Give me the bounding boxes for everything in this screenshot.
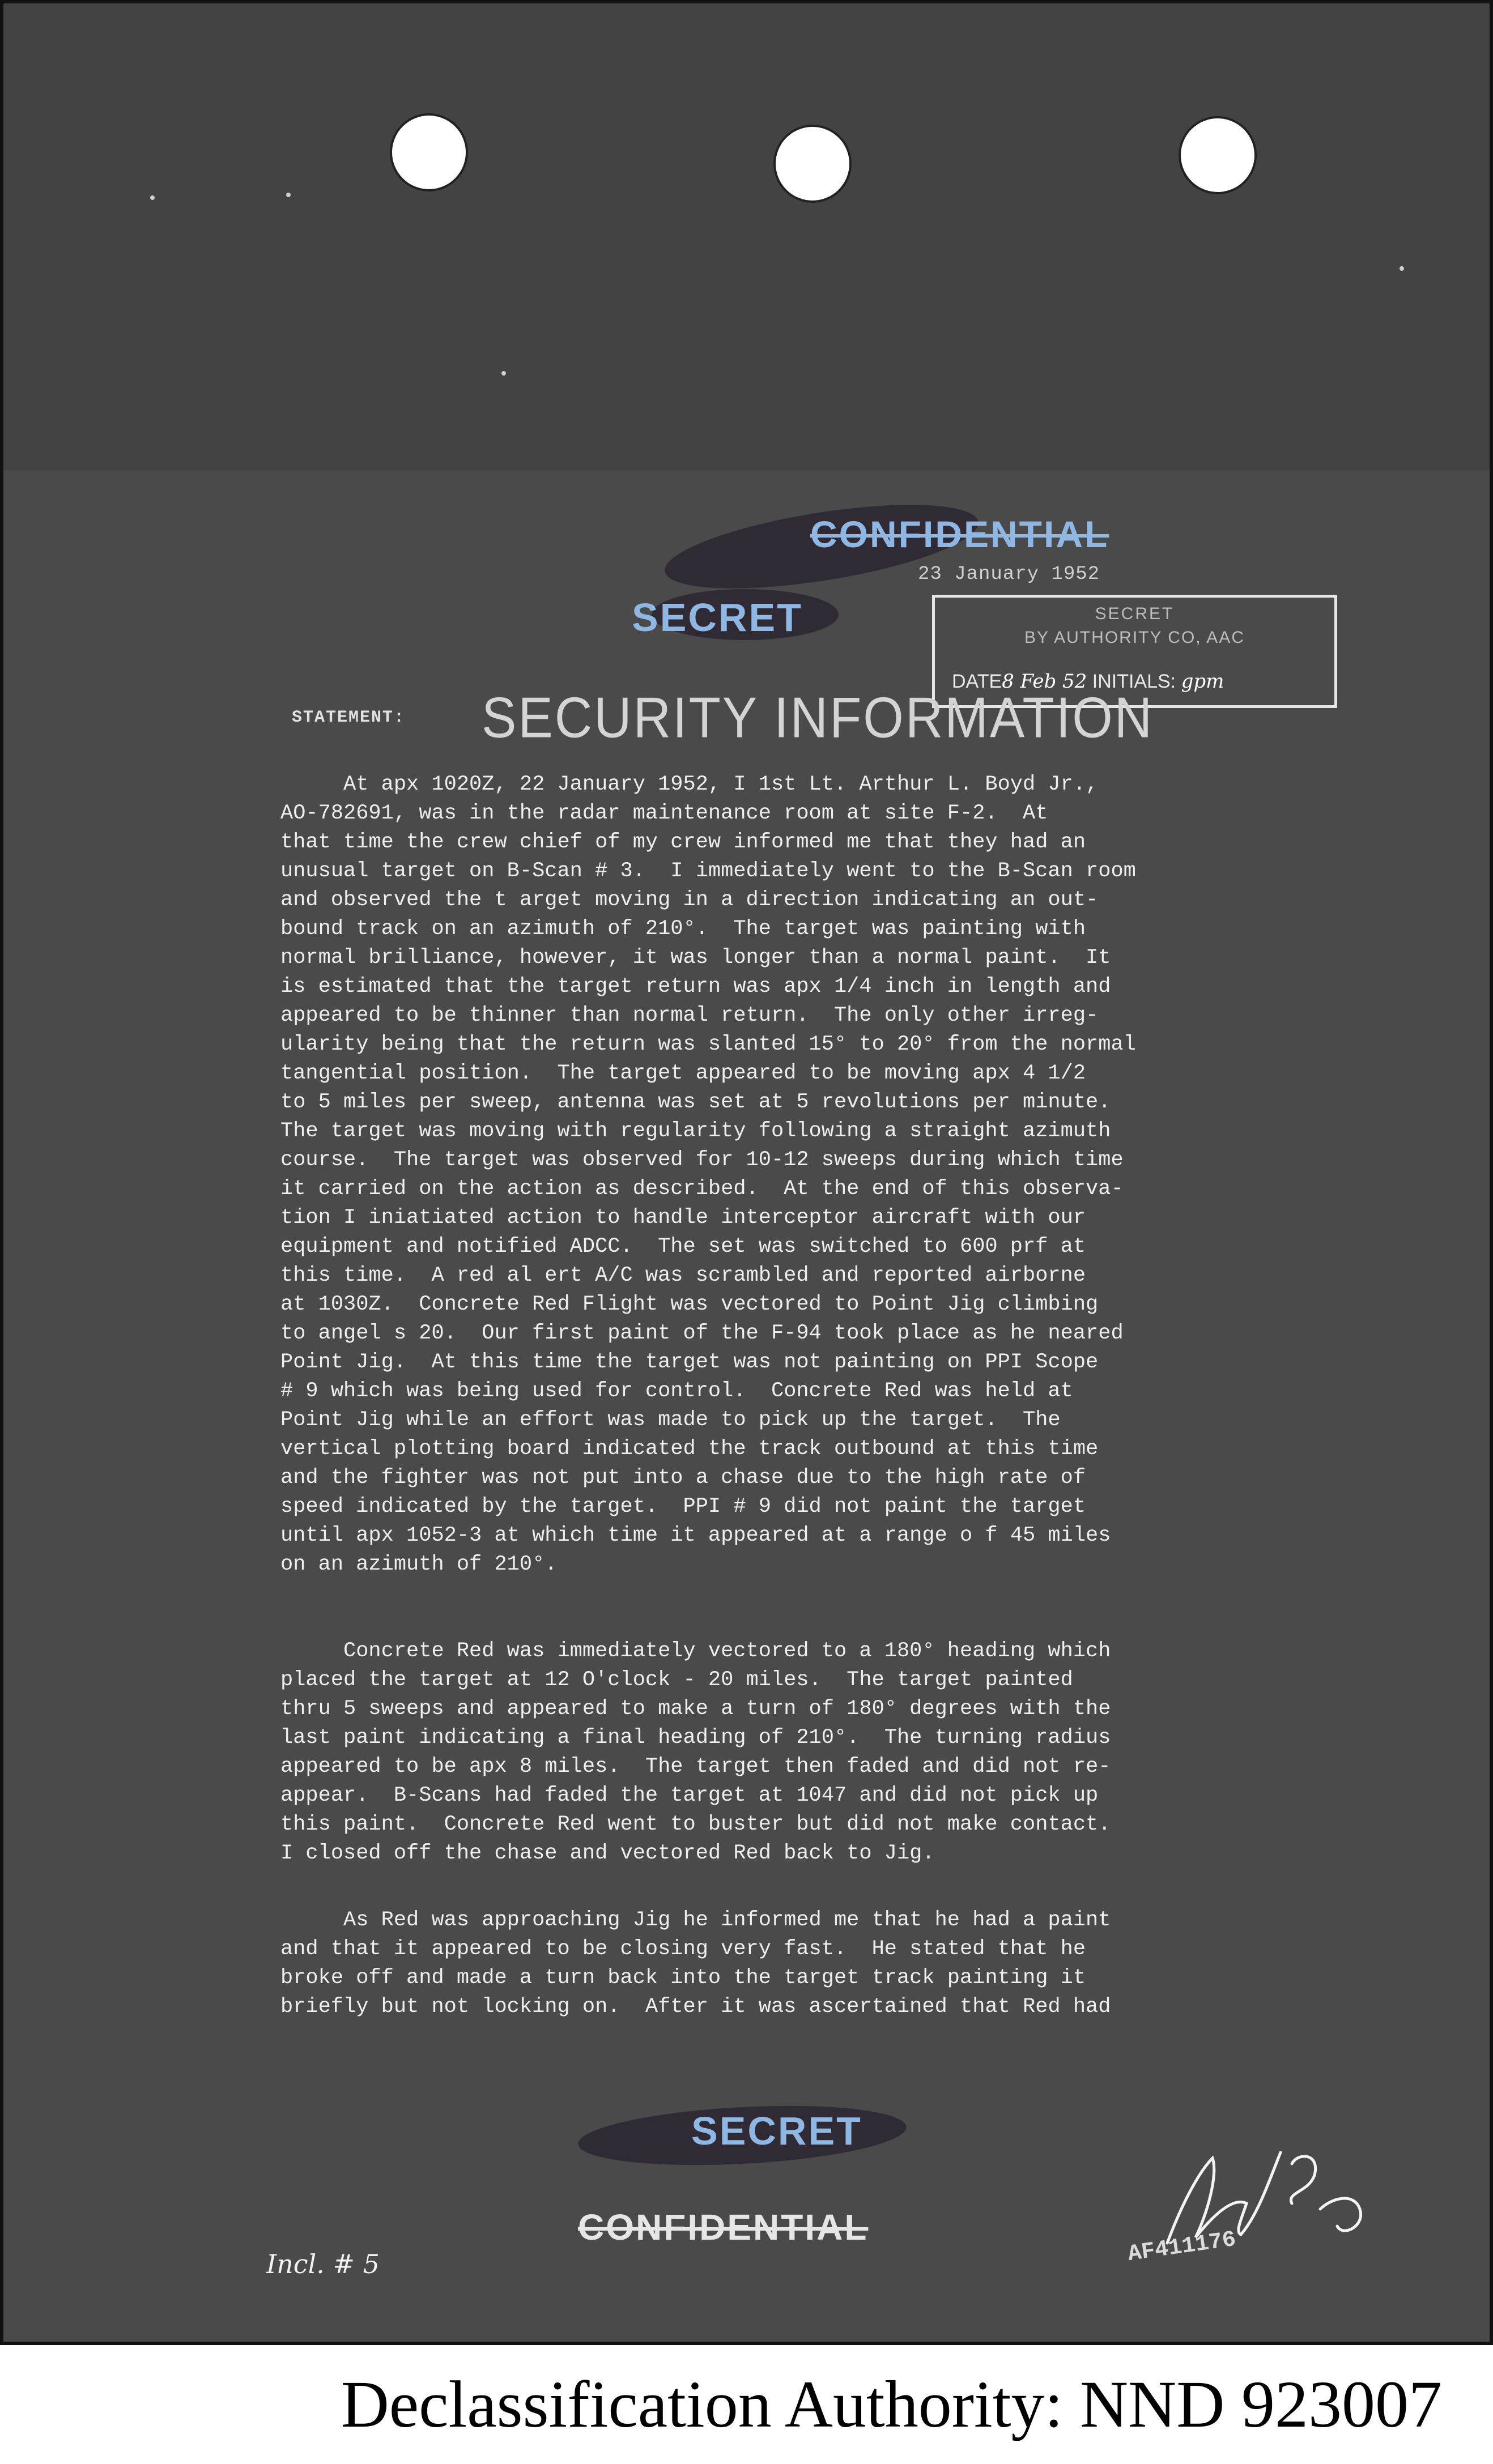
document-date: 23 January 1952 [918,564,1100,585]
auth-box-line1: SECRET [1095,604,1175,623]
auth-box-date-value: 8 Feb 52 [1002,670,1087,693]
security-information-heading: SECURITY INFORMATION [482,686,1154,750]
confidential-stamp-bottom: CONFIDENTIAL [578,2207,869,2248]
statement-paragraph-3: As Red was approaching Jig he informed me that he had a paint and that it appeared to be closing very fast. He stated that he broke off and made a turn back into the target track painting it briefly but not locking on. After it was ascertained that Red had [280,1908,1111,2019]
secret-stamp-top: SECRET [632,595,803,640]
inclosure-number: Incl. # 5 [266,2249,380,2279]
statement-paragraph-1: At apx 1020Z, 22 January 1952, I 1st Lt. Arthur L. Boyd Jr., AO-782691, was in the radar maintenance room at site F-2. At that time the crew chief of my crew informed me that they had an unusual target on B-Scan # 3. I immediately went to the B-Scan room and observed the t arget moving in a direction indicating an out- bound track on an azimuth of 210°. The target was painting with normal brilliance, however, it was longer than a normal paint. It is estimated that the target return was apx 1/4 inch in length and appeared to be thinner than normal return. The only other irreg- ularity being that the return was slanted 15° to 20° from the normal tangential position. The target appeared to be moving apx 4 1/2 to 5 miles per sweep, antenna was set at 5 revolutions per minute. The target was moving with regularity following a straight azimuth course. The target was observed for 10-12 sweeps during which time it carried on the action as described. At the end of this observa- tion I iniatiated action to handle interceptor aircraft with our equipment and notified ADCC. The set was switched to 600 prf at this time. A red al ert A/C was scrambled and reported airborne at 1030Z. Concrete Red Flight was vectored to Point Jig climbing to angel s 20. Our first paint of the F-94 took place as he neared Point Jig. At this time the target was not painting on PPI Scope # 9 which was being used for control. Concrete Red was held at Point Jig while an effort was made to pick up the target. The vertical plotting board indicated the track outbound at this time and the fighter was not put into a chase due to the high rate of speed indicated by the target. PPI # 9 did not paint the target until apx 1052-3 at which time it appeared at a range o f 45 miles on an azimuth of 210°. [280,773,1136,1576]
footer-declassification: Declassification Authority: NND 923007 [341,2367,1442,2441]
auth-box-date-label: DATE [952,671,1002,692]
statement-label: STATEMENT: [292,708,406,727]
auth-box-initials-value: gpm [1181,670,1224,693]
document-number: AF411176 [1126,2227,1238,2268]
confidential-stamp-top: CONFIDENTIAL [810,513,1109,555]
auth-box-line2: BY AUTHORITY CO, AAC [1024,628,1245,647]
auth-box-initials-label: INITIALS: [1092,671,1176,692]
statement-paragraph-2: Concrete Red was immediately vectored to a 180° heading which placed the target at 12 O'clock - 20 miles. The target painted thru 5 sweeps and appeared to make a turn of 180° degrees with the last paint indicating a final heading of 210°. The turning radius appeared to be apx 8 miles. The target then faded and did not re- appear. B-Scans had faded the target at 1047 and did not pick up this paint. Concrete Red went to buster but did not make contact. I closed off the chase and vectored Red back to Jig. [280,1639,1111,1865]
secret-stamp-bottom: SECRET [691,2109,862,2153]
